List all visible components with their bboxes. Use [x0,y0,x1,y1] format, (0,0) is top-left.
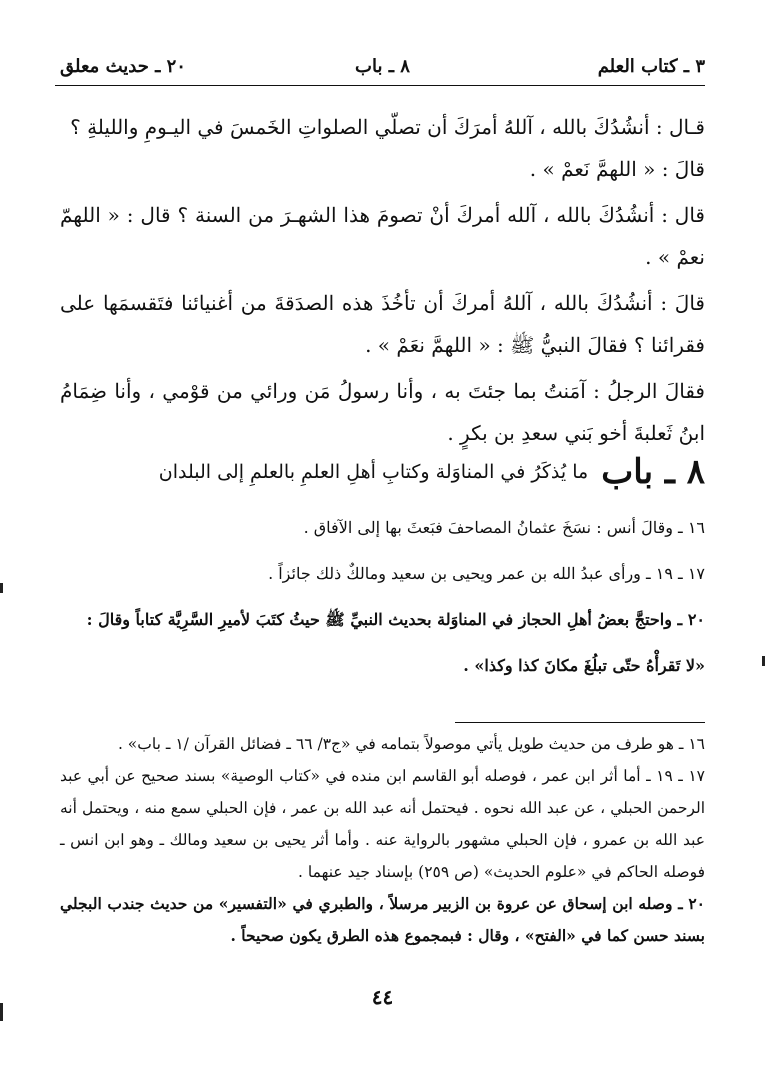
chapter-heading [60,452,705,498]
body-paragraph-3: قال : أنشُدُكَ بالله ، آلله أمركَ أنْ تصومَ هذا الشهـرَ من السنة ؟ قال : « اللهمّ نعمْ » . [60,203,705,269]
text-20: ٢٠ ـ واحتجَّ بعضُ أهلِ الحجاز في المناوَلة بحديث النبيِّ ﷺ حيثُ كتَبَ لأميرِ السَّرِيَّة كتاباً وقالَ : [86,610,705,629]
header-book-title: ٣ ـ كتاب العلم [597,56,705,77]
body-paragraph-1: قـال : أنشُدُكَ بالله ، آللهُ أمرَكَ أن تصلّي الصلواتِ الخَمسَ في اليـومِ والليلةِ ؟ [70,115,705,139]
body-paragraph-4: قالَ : أنشُدُكَ بالله ، آللهُ أمركَ أن تأخُذَ هذه الصدَقةَ من أغنيائنا فتَقسمَها على فقرائنا ؟ فقالَ النبيُّ ﷺ : « اللهمَّ نعَمْ » . [60,291,705,357]
body-paragraph-2: قالَ : « اللهمَّ نَعمْ » . [529,157,705,181]
body-paragraph-5: فقالَ الرجلُ : آمَنتُ بما جئتَ به ، وأنا رسولُ مَن ورائي من قوْمي ، وأنا ضِمَامُ ابنُ ثَعلبةَ أخو بَني سعدِ بن بكرٍ . [60,379,705,445]
text-17-19: ١٧ ـ ١٩ ـ ورأى عبدُ الله بن عمر ويحيى بن سعيد ومالكٌ ذلك جائزاً . [268,564,705,583]
chapter-label: ٨ ـ باب [601,452,705,492]
scan-edge-mark [0,583,3,593]
scan-edge-mark [0,1003,3,1021]
mualaq-texts [60,510,705,684]
footnote-17-19: ١٧ ـ ١٩ ـ أما أثر ابن عمر ، فوصله أبو القاسم ابن منده في «كتاب الوصية» بسند صحيح عن أبي عبد الرحمن الحبلي ، عن عبد الله نحوه . فيحتمل أنه عبد الله بن عمر ، فإن الحبلي سمع منه ، ويحتمل أنه عبد الله بن عمرو ، فإن الحبلي مشهور بالرواية عنه . وأما أثر يحيى بن سعيد ومالك ـ وهو ابن انس ـ فوصله الحاكم في «علوم الحديث» (ص ٢٥٩) بإسناد جيد عنهما . [60,767,705,881]
footnote-16: ١٦ ـ هو طرف من حديث طويل يأتي موصولاً بتمامه في «ج٣/ ٦٦ ـ فضائل القرآن /١ ـ باب» . [117,735,705,753]
text-16: ١٦ ـ وقالَ أنس : نسَخَ عثمانُ المصاحفَ فبَعثَ بها إلى الآفاق . [303,518,705,537]
hadith-body [60,106,705,454]
footnote-20: ٢٠ ـ وصله ابن إسحاق عن عروة بن الزبير مرسلاً ، والطبري في «التفسير» من حديث جندب البجلي بسند حسن كما في «الفتح» ، وقال : فبمجموع هذه الطرق يكون صحيحاً . [60,894,705,945]
chapter-title: ما يُذكَرُ في المناوَلة وكتابِ أهلِ العلمِ بالعلمِ إلى البلدان [158,461,589,483]
header-divider [55,85,705,86]
page-number: ٤٤ [371,985,394,1009]
running-header [60,52,705,82]
footnote-divider [455,722,705,723]
text-20-quote: «لا تَقرأْهُ حتّى تبلُغَ مكانَ كذا وكذا» . [463,656,705,675]
header-chapter: ٨ ـ باب [355,56,410,77]
footnotes [60,728,705,952]
header-hadith-number: ٢٠ ـ حديث معلق [60,56,186,77]
